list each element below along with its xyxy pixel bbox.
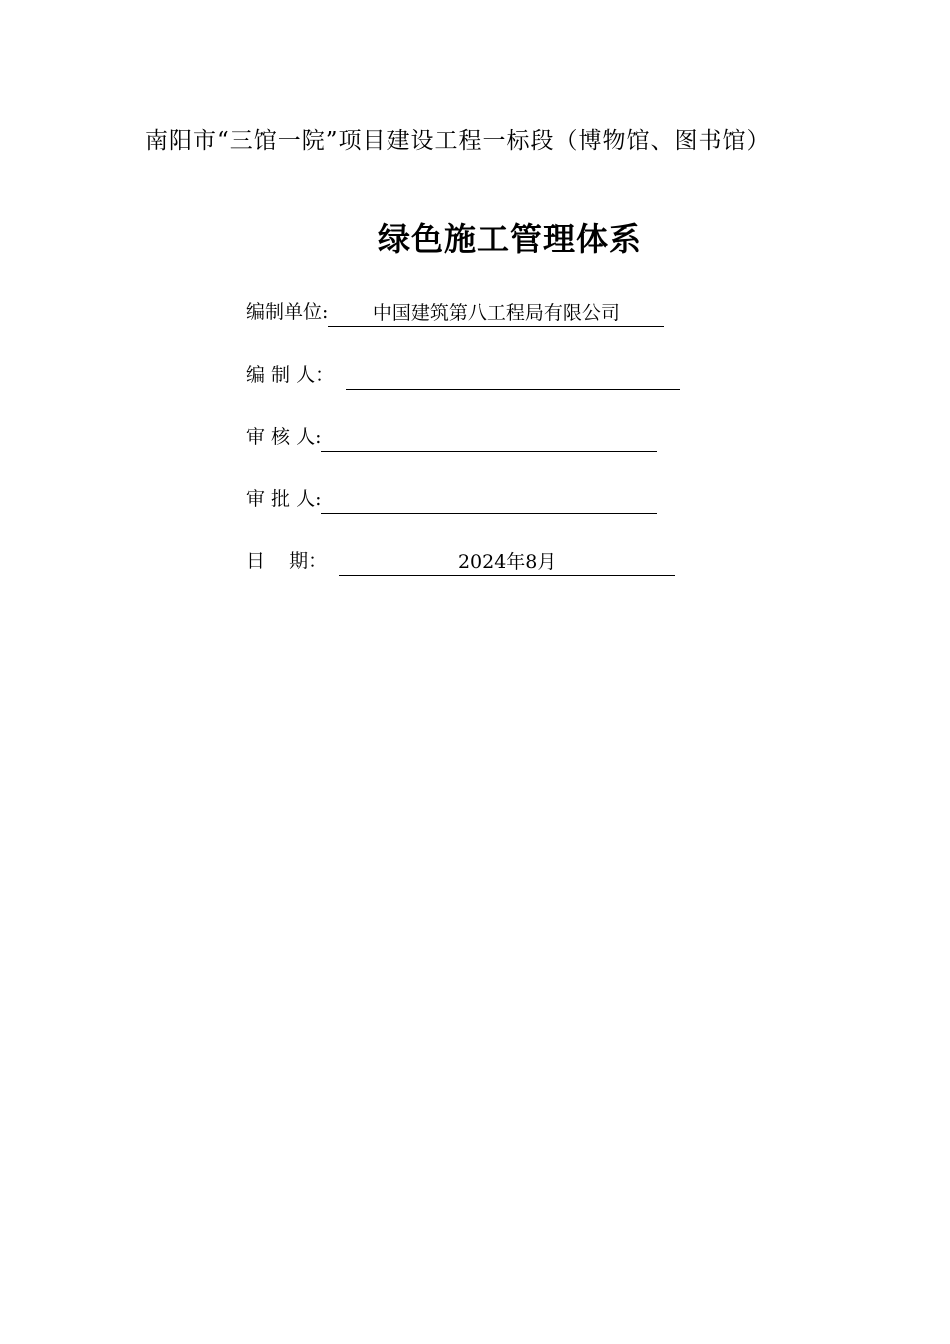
reviewer-value [321, 425, 657, 452]
reviewer-row [246, 422, 657, 452]
date-value: 2024年8月 [339, 549, 675, 576]
compiling-unit-label: 编制单位: [246, 301, 329, 323]
reviewer-label: 审 核 人: [246, 426, 322, 448]
editor-label: 编 制 人： [246, 364, 335, 386]
editor-value [346, 363, 680, 390]
approver-value [321, 487, 657, 514]
compiling-unit-value: 中国建筑第八工程局有限公司 [328, 300, 664, 327]
compiling-unit-row [246, 297, 664, 327]
editor-row [246, 360, 680, 390]
approver-label: 审 批 人: [246, 488, 322, 510]
date-label: 日 期： [246, 550, 328, 572]
date-row [246, 546, 675, 576]
approver-row [246, 484, 657, 514]
project-title: 南阳市“三馆一院”项目建设工程一标段（博物馆、图书馆） [145, 128, 771, 154]
document-title: 绿色施工管理体系 [377, 220, 642, 258]
